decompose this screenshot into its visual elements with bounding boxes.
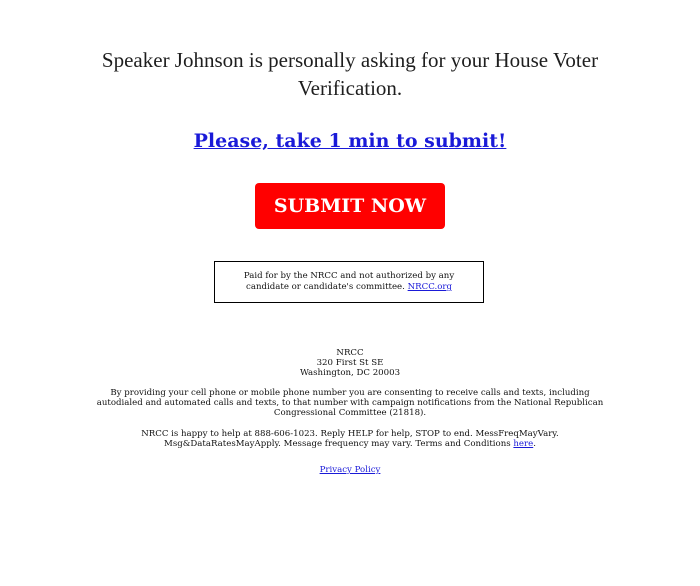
cta-link-container [0,127,700,155]
headline: Speaker Johnson is personally asking for your House Voter Verification. [101,48,599,100]
privacy-policy-row [95,465,605,475]
terms-here-link[interactable]: here [513,439,534,449]
help-text: NRCC is happy to help at 888-606-1023. Reply HELP for help, STOP to end. MessFreqMayVary. Msg&DataRatesMayApply. Message frequency may vary. Terms and Conditions [141,429,559,449]
footer [95,348,605,475]
paid-for-text: Paid for by the NRCC and not authorized by any candidate or candidate's committee. [243,271,455,292]
address-city: Washington, DC 20003 [299,368,401,378]
privacy-policy-link[interactable]: Privacy Policy [319,465,381,475]
nrcc-org-link[interactable]: NRCC.org [407,282,452,292]
address-org: NRCC [336,348,364,358]
address-street: 320 First St SE [316,358,384,368]
help-text-block [95,429,605,449]
address-block [95,348,605,378]
help-suffix: . [533,439,536,449]
submit-prompt-link[interactable]: Please, take 1 min to submit! [193,130,507,152]
paid-for-disclaimer [214,261,484,303]
consent-text: By providing your cell phone or mobile phone number you are consenting to receive calls and texts, including autodialed and automated calls and texts, to that number with campaign notifications from the National Republican Congressional Committee (21818). [96,388,604,418]
submit-now-button[interactable]: SUBMIT NOW [255,183,445,229]
